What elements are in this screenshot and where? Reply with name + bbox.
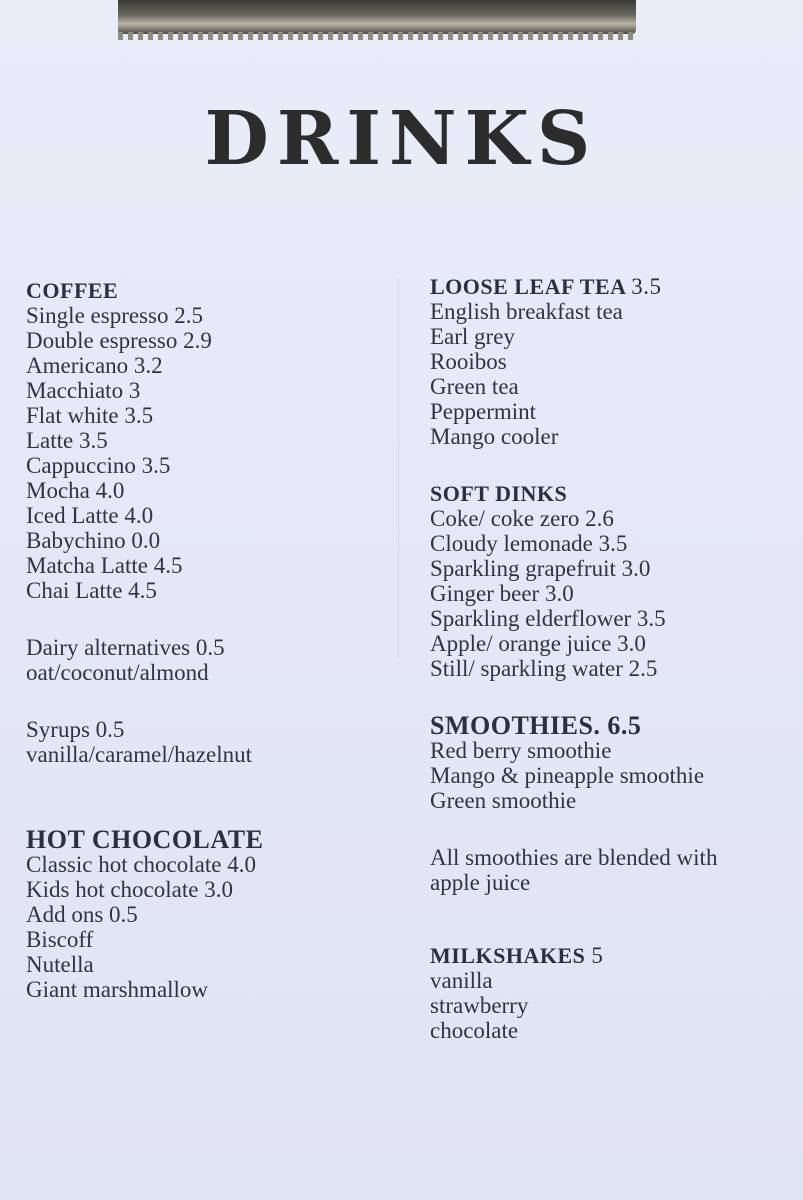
- smoothie-item: Mango & pineapple smoothie: [430, 763, 705, 788]
- tea-item: Green tea: [430, 374, 519, 399]
- tea-item: Rooibos: [430, 349, 507, 374]
- soft-drink-item: Cloudy lemonade 3.5: [430, 531, 628, 556]
- coffee-item: Babychino 0.0: [26, 528, 161, 553]
- tea-item: Mango cooler: [430, 424, 559, 449]
- smoothie-note: All smoothies are blended with: [430, 845, 718, 870]
- smoothie-item: Green smoothie: [430, 788, 577, 813]
- tea-item: English breakfast tea: [430, 299, 623, 324]
- syrups: Syrups 0.5: [26, 717, 125, 742]
- soft-drink-item: Still/ sparkling water 2.5: [430, 656, 658, 681]
- hot-chocolate-item: Nutella: [26, 952, 94, 977]
- coffee-item: Mocha 4.0: [26, 478, 125, 503]
- column-divider: [398, 278, 399, 658]
- menu-title: DRINKS: [204, 96, 599, 182]
- hot-chocolate-item: Biscoff: [26, 927, 94, 952]
- smoothies-heading: SMOOTHIES. 6.5: [430, 711, 642, 740]
- milkshakes-price: 5: [591, 943, 604, 968]
- soft-drinks-heading: SOFT DINKS: [430, 481, 568, 506]
- soft-drink-item: Coke/ coke zero 2.6: [430, 506, 614, 531]
- tea-heading: [430, 274, 800, 299]
- coffee-item: Latte 3.5: [26, 428, 108, 453]
- coffee-item: Cappuccino 3.5: [26, 453, 171, 478]
- milkshake-item: vanilla: [430, 968, 493, 993]
- tea-item: Peppermint: [430, 399, 537, 424]
- smoothie-item: Red berry smoothie: [430, 738, 612, 763]
- left-column: [26, 278, 386, 1002]
- coffee-item: Single espresso 2.5: [26, 303, 203, 328]
- syrup-options: vanilla/caramel/hazelnut: [26, 742, 253, 767]
- hot-chocolate-item: Giant marshmallow: [26, 977, 209, 1002]
- soft-drink-item: Sparkling grapefruit 3.0: [430, 556, 651, 581]
- coffee-item: Americano 3.2: [26, 353, 163, 378]
- soft-drink-item: Ginger beer 3.0: [430, 581, 574, 606]
- dairy-options: oat/coconut/almond: [26, 660, 209, 685]
- coffee-item: Iced Latte 4.0: [26, 503, 154, 528]
- milkshakes-heading-label: MILKSHAKES: [430, 943, 586, 968]
- right-column: [430, 274, 800, 1043]
- hot-chocolate-item: Add ons 0.5: [26, 902, 138, 927]
- hot-chocolate-item: Classic hot chocolate 4.0: [26, 852, 256, 877]
- milkshake-item: chocolate: [430, 1018, 519, 1043]
- clipboard-clip: [118, 0, 636, 34]
- milkshakes-heading: [430, 943, 800, 968]
- smoothie-note: apple juice: [430, 870, 531, 895]
- coffee-item: Double espresso 2.9: [26, 328, 212, 353]
- coffee-item: Matcha Latte 4.5: [26, 553, 183, 578]
- hot-chocolate-item: Kids hot chocolate 3.0: [26, 877, 233, 902]
- dairy-alternatives: Dairy alternatives 0.5: [26, 635, 225, 660]
- tea-heading-label: LOOSE LEAF TEA: [430, 274, 626, 299]
- coffee-heading: COFFEE: [26, 278, 119, 303]
- milkshake-item: strawberry: [430, 993, 529, 1018]
- hot-chocolate-heading: HOT CHOCOLATE: [26, 825, 264, 854]
- soft-drink-item: Sparkling elderflower 3.5: [430, 606, 666, 631]
- coffee-item: Macchiato 3: [26, 378, 141, 403]
- coffee-item: Flat white 3.5: [26, 403, 154, 428]
- soft-drink-item: Apple/ orange juice 3.0: [430, 631, 646, 656]
- clip-teeth: [118, 32, 636, 40]
- coffee-item: Chai Latte 4.5: [26, 578, 157, 603]
- tea-item: Earl grey: [430, 324, 515, 349]
- tea-price: 3.5: [631, 274, 662, 299]
